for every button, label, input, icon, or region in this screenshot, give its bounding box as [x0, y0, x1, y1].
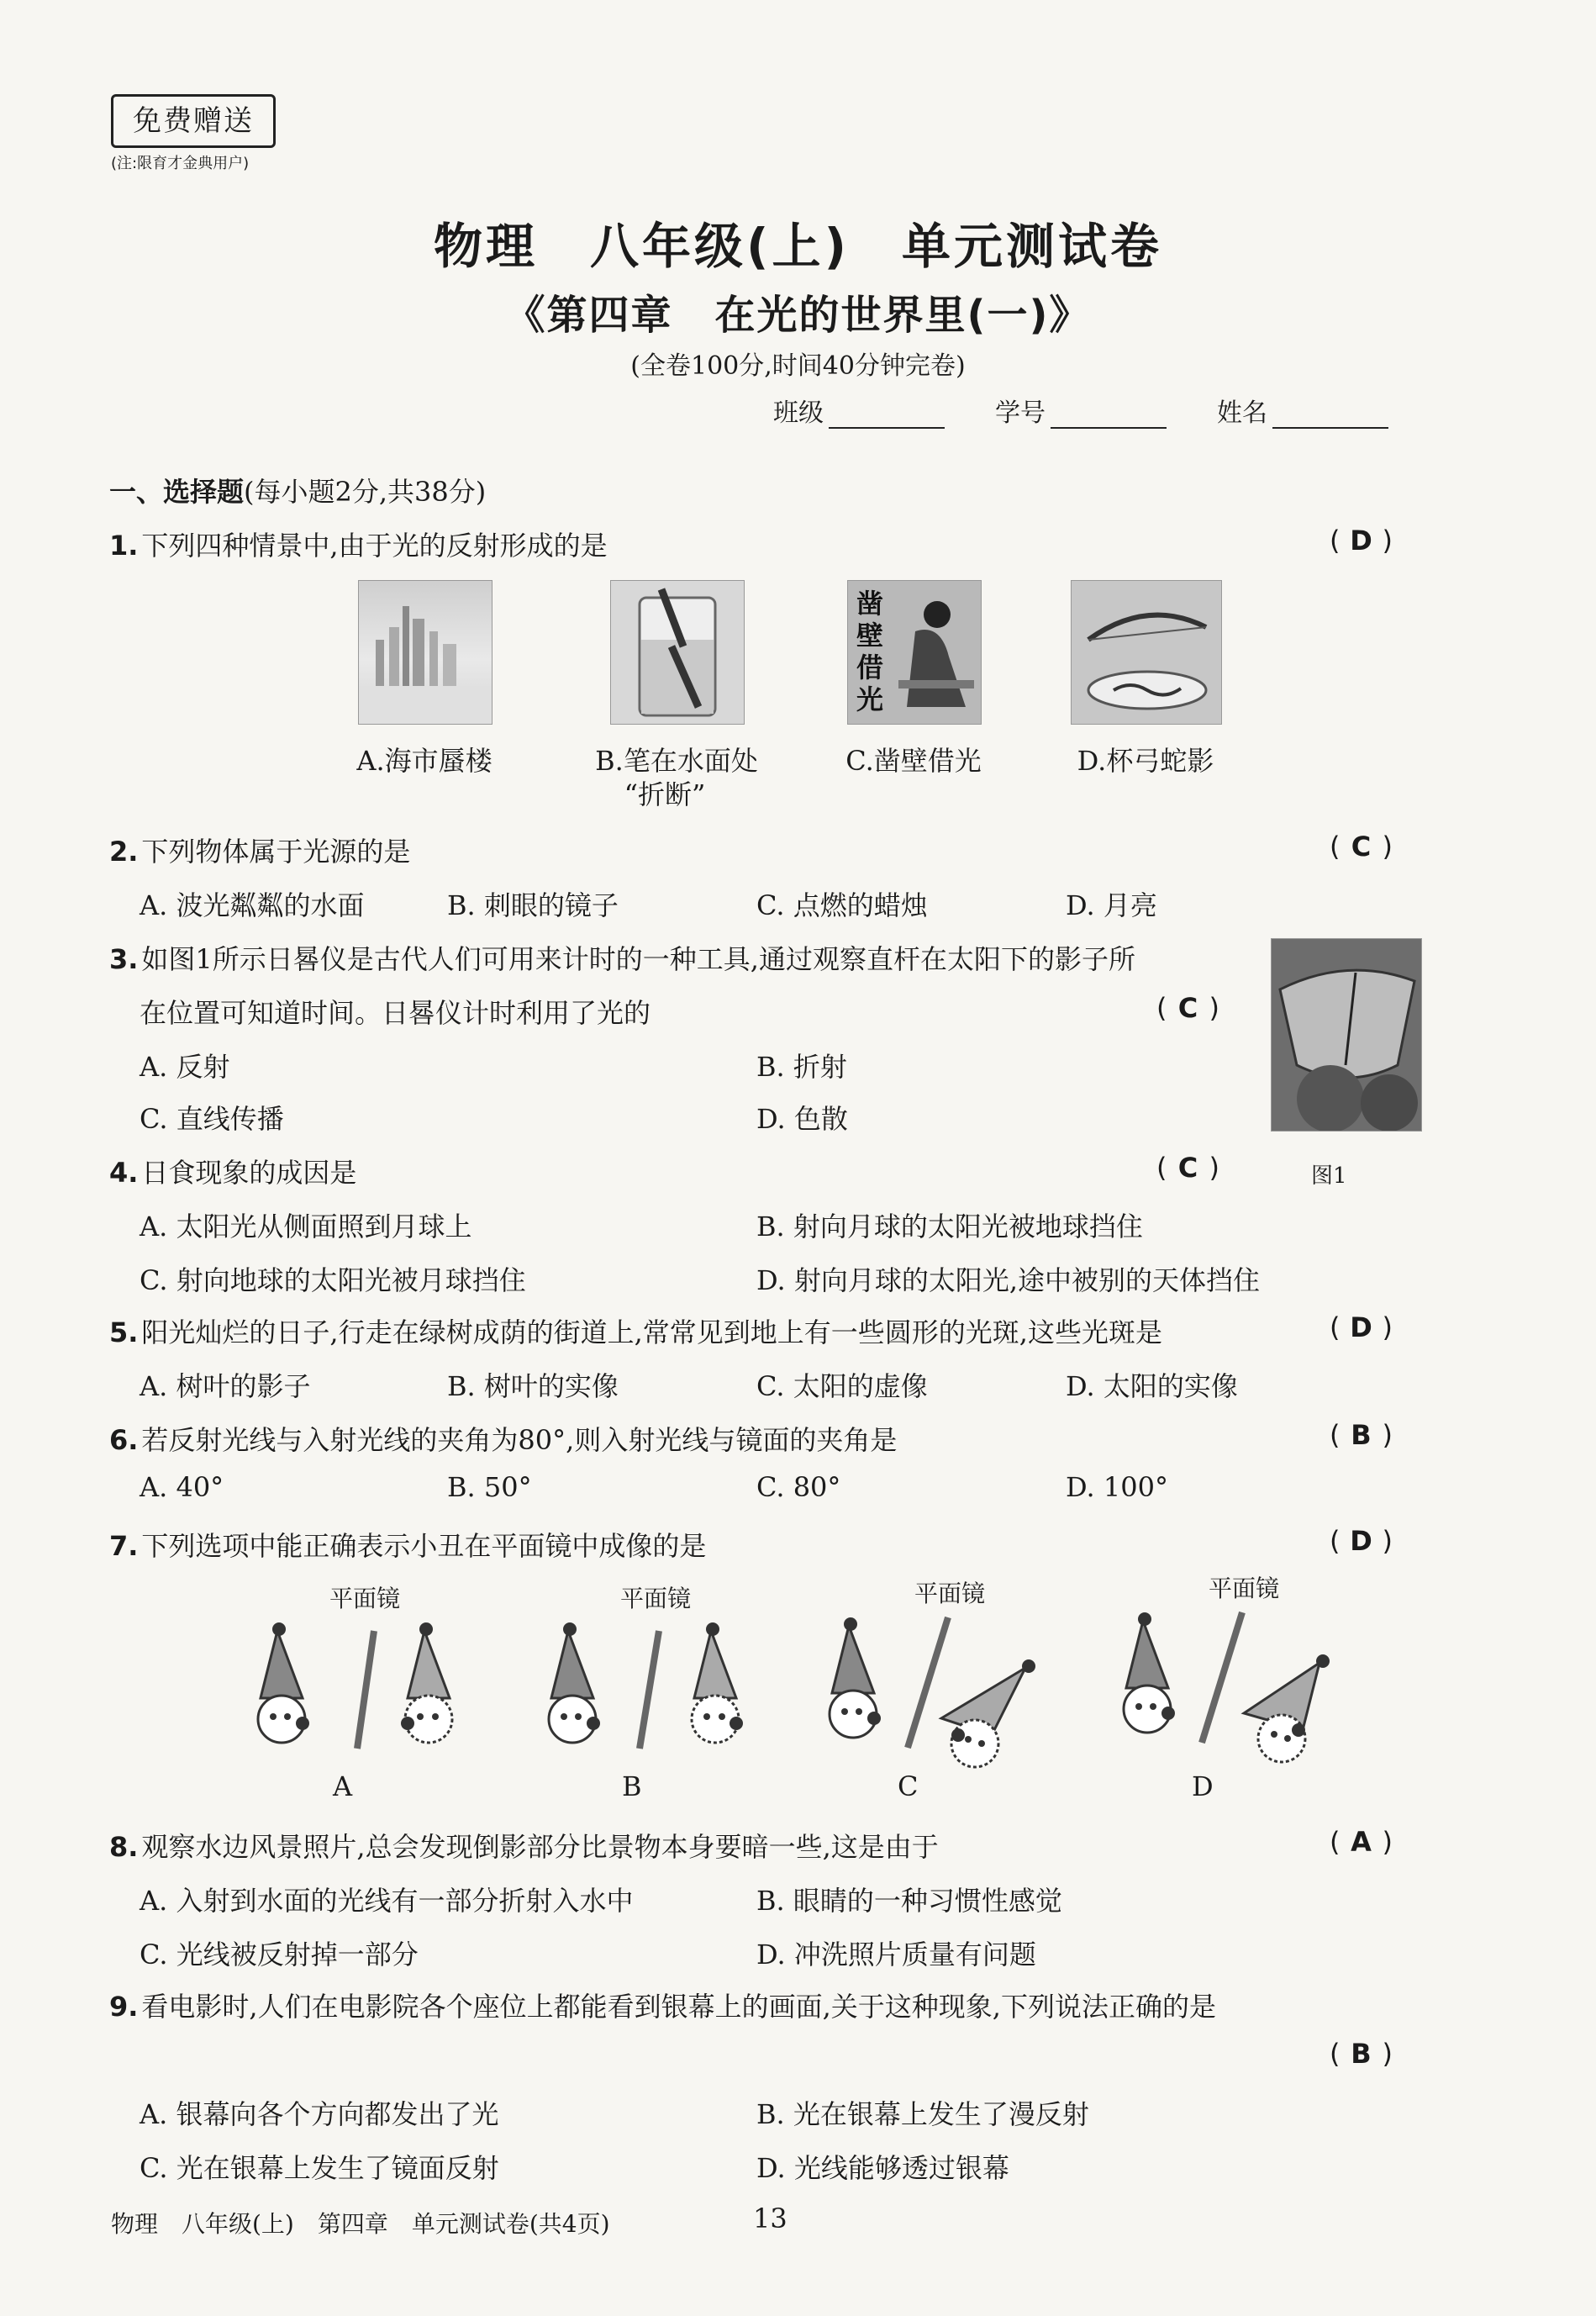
question-number: 2. [109, 836, 139, 868]
option-c[interactable]: C. 太阳的虚像 [756, 1370, 928, 1402]
clown-option-d-label: D [1192, 1770, 1214, 1802]
glass-pencil-icon [611, 581, 744, 724]
option-d[interactable]: D. 月亮 [1066, 889, 1157, 921]
answer-letter: D [1350, 1525, 1372, 1557]
question-text: 下列四种情景中,由于光的反射形成的是 [141, 530, 608, 562]
class-field[interactable] [773, 392, 945, 429]
sundial-icon [1272, 939, 1421, 1131]
answer-letter: C [1351, 831, 1372, 863]
student-no-field[interactable] [995, 392, 1167, 429]
option-b-caption: B.笔在水面处 [595, 745, 758, 777]
stamp-note: (注:限育才金典用户) [111, 155, 250, 172]
option-b[interactable]: B. 树叶的实像 [447, 1370, 619, 1402]
person-reading-icon [848, 581, 981, 724]
answer-1: ( D ) [1330, 525, 1393, 557]
clown-option-a-label: A [333, 1770, 353, 1802]
image-char: 壁 [856, 620, 884, 652]
option-d[interactable]: D. 色散 [756, 1103, 848, 1135]
clown-mirror-option-b[interactable] [526, 1580, 778, 1749]
mirror-label: 平面镜 [620, 1585, 692, 1612]
option-d[interactable]: D. 光线能够透过银幕 [756, 2152, 1009, 2184]
option-a[interactable]: A. 银幕向各个方向都发出了光 [140, 2098, 499, 2130]
question-4 [109, 1152, 356, 1190]
question-number: 5. [109, 1316, 139, 1348]
option-c[interactable]: C. 直线传播 [140, 1103, 284, 1135]
question-number: 6. [109, 1424, 139, 1456]
question-number: 7. [109, 1530, 139, 1562]
question-text: 观察水边风景照片,总会发现倒影部分比景物本身要暗一些,这是由于 [141, 1831, 939, 1863]
option-d[interactable]: D. 冲洗照片质量有问题 [756, 1939, 1036, 1970]
bow-and-snake-icon [1072, 581, 1221, 724]
option-b[interactable]: B. 刺眼的镜子 [447, 889, 619, 921]
answer-6: ( B ) [1330, 1419, 1393, 1451]
question-number: 9. [109, 1991, 139, 2023]
mirror-label: 平面镜 [914, 1580, 986, 1607]
answer-letter: D [1350, 525, 1372, 557]
option-b[interactable]: B. 眼睛的一种习惯性感觉 [756, 1885, 1062, 1917]
answer-5: ( D ) [1330, 1311, 1393, 1343]
question-text: 下列物体属于光源的是 [141, 836, 411, 868]
option-c[interactable]: C. 点燃的蜡烛 [756, 889, 928, 921]
question-2 [109, 831, 410, 869]
clown-mirror-option-d[interactable] [1109, 1570, 1362, 1764]
pencil-in-water-image [610, 580, 745, 725]
option-a[interactable]: A. 入射到水面的光线有一部分折射入水中 [140, 1885, 634, 1917]
name-field[interactable] [1217, 392, 1388, 429]
image-char: 光 [856, 683, 884, 715]
answer-3: ( C ) [1156, 992, 1219, 1024]
sundial-image [1271, 938, 1422, 1132]
exam-info: (全卷100分,时间40分钟完卷) [630, 351, 966, 381]
option-a[interactable]: A. 树叶的影子 [140, 1370, 311, 1402]
option-b[interactable]: B. 折射 [756, 1051, 847, 1083]
option-c-caption: C.凿壁借光 [845, 745, 982, 777]
question-text: 若反射光线与入射光线的夹角为80°,则入射光线与镜面的夹角是 [141, 1424, 898, 1456]
answer-4: ( C ) [1156, 1152, 1219, 1184]
answer-7: ( D ) [1330, 1525, 1393, 1557]
question-text: 看电影时,人们在电影院各个座位上都能看到银幕上的画面,关于这种现象,下列说法正确的是 [141, 1991, 1216, 2023]
answer-letter: D [1350, 1311, 1372, 1343]
answer-letter: B [1351, 1419, 1372, 1451]
option-d[interactable]: D. 100° [1066, 1471, 1168, 1503]
question-9 [109, 1986, 1216, 2024]
section-title [109, 471, 486, 509]
clown-mirror-icon [815, 1609, 1067, 1769]
question-7 [109, 1525, 706, 1564]
question-number: 8. [109, 1831, 139, 1863]
option-d-caption: D.杯弓蛇影 [1077, 745, 1214, 777]
clown-option-c-label: C [898, 1770, 919, 1802]
question-6 [109, 1419, 897, 1458]
question-8 [109, 1826, 939, 1865]
option-d[interactable]: D. 射向月球的太阳光,途中被别的天体挡住 [756, 1264, 1261, 1296]
question-text: 下列选项中能正确表示小丑在平面镜中成像的是 [141, 1530, 707, 1562]
option-a[interactable]: A. 40° [140, 1471, 224, 1503]
clown-mirror-option-c[interactable] [815, 1575, 1067, 1769]
image-char: 借 [856, 652, 884, 683]
name-label: 姓名 [1217, 398, 1267, 428]
section-heading: 一、选择题 [109, 476, 245, 508]
bow-shadow-cup-image [1071, 580, 1222, 725]
figure-1-label: 图1 [1311, 1163, 1347, 1189]
option-b[interactable]: B. 50° [447, 1471, 532, 1503]
clown-mirror-icon [526, 1614, 778, 1757]
option-b-caption-line2: “折断” [624, 778, 706, 810]
question-text: 日食现象的成因是 [141, 1157, 357, 1189]
student-no-label: 学号 [995, 398, 1046, 428]
question-number: 3. [109, 943, 139, 975]
option-d[interactable]: D. 太阳的实像 [1066, 1370, 1238, 1402]
answer-2: ( C ) [1330, 831, 1393, 863]
option-a-caption: A.海市蜃楼 [356, 745, 492, 777]
answer-8: ( A ) [1330, 1826, 1393, 1858]
answer-letter: C [1177, 992, 1198, 1024]
option-c[interactable]: C. 射向地球的太阳光被月球挡住 [140, 1264, 526, 1296]
option-c[interactable]: C. 80° [756, 1471, 841, 1503]
question-number: 4. [109, 1157, 139, 1189]
answer-letter: B [1351, 2038, 1372, 2070]
page-footer: 物理 八年级(上) 第四章 单元测试卷(共4页) [111, 2210, 610, 2238]
student-fields [773, 392, 1388, 429]
page-number: 13 [753, 2203, 787, 2234]
question-3-line2: 在位置可知道时间。日晷仪计时利用了光的 [140, 997, 651, 1029]
option-a[interactable]: A. 太阳光从侧面照到月球上 [140, 1211, 472, 1242]
page-title: 物理 八年级(上) 单元测试卷 [433, 218, 1163, 275]
option-b[interactable]: B. 射向月球的太阳光被地球挡住 [756, 1211, 1143, 1242]
clown-mirror-option-a[interactable] [235, 1580, 487, 1749]
mirror-label: 平面镜 [329, 1585, 401, 1612]
mirage-image [358, 580, 492, 725]
option-a[interactable]: A. 反射 [140, 1051, 230, 1083]
student-no-blank[interactable] [1051, 398, 1167, 429]
class-blank[interactable] [829, 398, 945, 429]
option-a[interactable]: A. 波光粼粼的水面 [140, 889, 365, 921]
question-1 [109, 525, 608, 563]
chapter-subtitle: 《第四章 在光的世界里(一)》 [504, 292, 1092, 339]
question-text: 阳光灿烂的日子,行走在绿树成荫的街道上,常常见到地上有一些圆形的光斑,这些光斑是 [141, 1316, 1162, 1348]
clown-mirror-icon [1109, 1604, 1362, 1764]
question-text: 如图1所示日晷仪是古代人们可用来计时的一种工具,通过观察直杆在太阳下的影子所 [141, 943, 1135, 975]
mirror-label: 平面镜 [1209, 1575, 1280, 1602]
name-blank[interactable] [1272, 398, 1388, 429]
section-note: (每小题2分,共38分) [244, 476, 487, 508]
question-3 [109, 938, 1135, 977]
option-c[interactable]: C. 光线被反射掉一部分 [140, 1939, 419, 1970]
free-gift-stamp: 免费赠送 [111, 94, 276, 148]
borrowing-light-image [847, 580, 982, 725]
question-number: 1. [109, 530, 139, 562]
answer-9: ( B ) [1330, 2038, 1393, 2070]
clown-option-b-label: B [622, 1770, 642, 1802]
clown-mirror-icon [235, 1614, 487, 1757]
question-5 [109, 1311, 1162, 1350]
image-char: 凿 [856, 588, 884, 620]
answer-letter: A [1351, 1826, 1372, 1858]
answer-letter: C [1177, 1152, 1198, 1184]
option-b[interactable]: B. 光在银幕上发生了漫反射 [756, 2098, 1089, 2130]
option-c[interactable]: C. 光在银幕上发生了镜面反射 [140, 2152, 499, 2184]
class-label: 班级 [773, 398, 824, 428]
mirage-skyline-icon [359, 581, 492, 724]
